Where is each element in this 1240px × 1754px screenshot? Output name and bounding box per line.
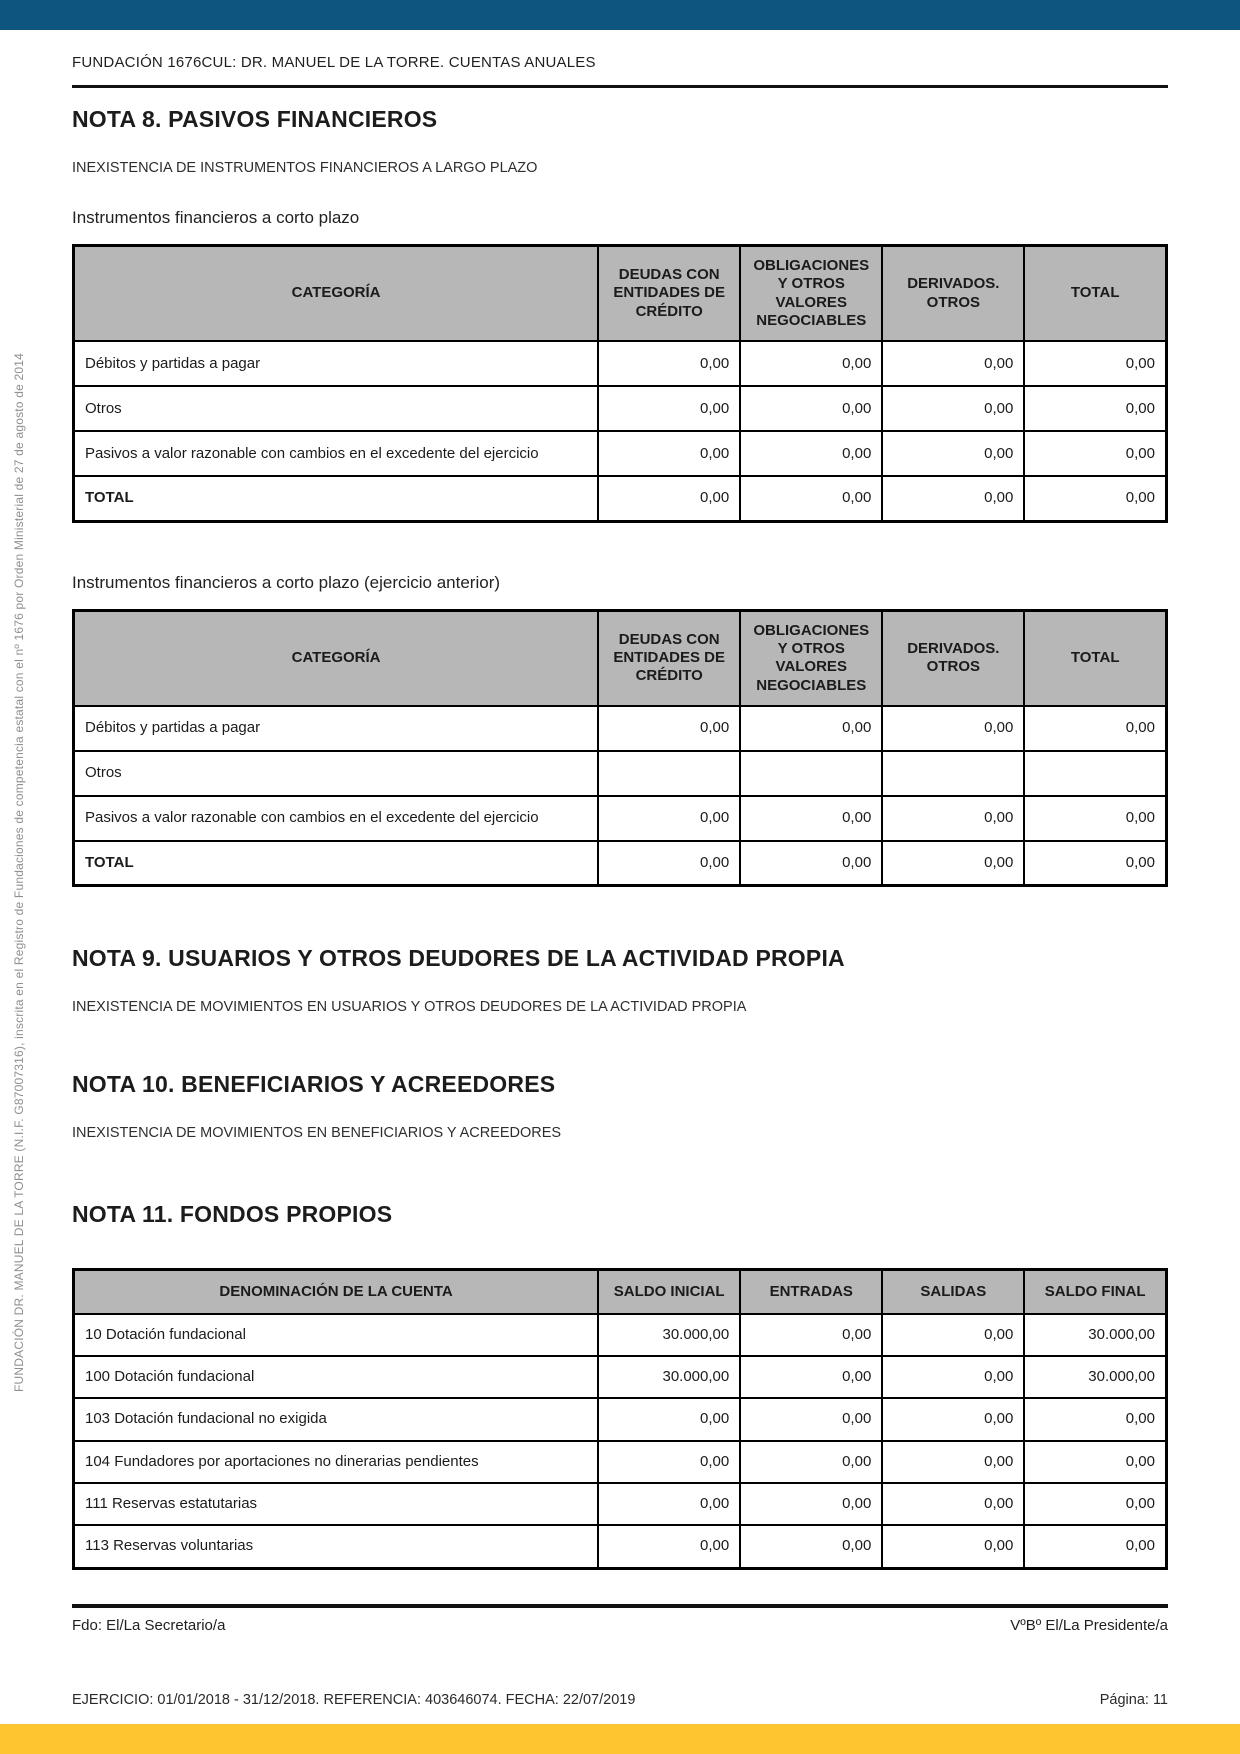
cell-value: 0,00	[740, 706, 882, 751]
table-total-row	[74, 476, 1167, 521]
document-header-title: FUNDACIÓN 1676CUL: DR. MANUEL DE LA TORRE. CUENTAS ANUALES	[72, 54, 596, 71]
table-row	[74, 1356, 1167, 1398]
cell-value: 0,00	[740, 796, 882, 841]
page-content	[0, 30, 1240, 1634]
table-row	[74, 341, 1167, 386]
cell-value: 0,00	[740, 431, 882, 476]
row-label: 100 Dotación fundacional	[74, 1356, 599, 1398]
cell-value: 0,00	[740, 1483, 882, 1525]
cell-value: 0,00	[740, 1398, 882, 1440]
footer-exercise-info: EJERCICIO: 01/01/2018 - 31/12/2018. REFERENCIA: 403646074. FECHA: 22/07/2019	[72, 1692, 636, 1708]
cell-value: 0,00	[598, 1398, 740, 1440]
table-row	[74, 1525, 1167, 1568]
cell-empty-shaded	[1024, 751, 1166, 796]
cell-value: 0,00	[882, 341, 1024, 386]
cell-value: 0,00	[1024, 1441, 1166, 1483]
cell-value: 0,00	[1024, 1483, 1166, 1525]
nota11-title: NOTA 11. FONDOS PROPIOS	[72, 1201, 393, 1228]
cell-value: 0,00	[598, 341, 740, 386]
table-row	[74, 751, 1167, 796]
nota8-title: NOTA 8. PASIVOS FINANCIEROS	[72, 106, 438, 132]
cell-value: 30.000,00	[598, 1356, 740, 1398]
col-header-derivados: DERIVADOS. OTROS	[882, 246, 1024, 342]
table-total-row	[74, 841, 1167, 886]
cell-empty-shaded	[740, 751, 882, 796]
cell-value: 0,00	[882, 706, 1024, 751]
cell-value: 0,00	[740, 386, 882, 431]
table-row	[74, 796, 1167, 841]
row-label: 113 Reservas voluntarias	[74, 1525, 599, 1568]
row-label: 111 Reservas estatutarias	[74, 1483, 599, 1525]
nota10-title: NOTA 10. BENEFICIARIOS Y ACREEDORES	[72, 1071, 556, 1098]
row-label: Débitos y partidas a pagar	[74, 706, 599, 751]
footer-rule	[72, 1604, 1168, 1608]
col-header-obligaciones: OBLIGACIONES Y OTROS VALORES NEGOCIABLES	[740, 610, 882, 706]
total-label: TOTAL	[74, 841, 599, 886]
col-header-total: TOTAL	[1024, 610, 1166, 706]
cell-value: 0,00	[1024, 796, 1166, 841]
col-header-saldo-final: SALDO FINAL	[1024, 1270, 1166, 1314]
cell-value: 0,00	[740, 1441, 882, 1483]
total-label: TOTAL	[74, 476, 599, 521]
fondos-propios-table	[72, 1268, 1168, 1569]
row-label: Pasivos a valor razonable con cambios en el excedente del ejercicio	[74, 796, 599, 841]
cell-value: 0,00	[882, 431, 1024, 476]
cell-value: 0,00	[740, 841, 882, 886]
cell-value: 0,00	[740, 341, 882, 386]
col-header-total: TOTAL	[1024, 246, 1166, 342]
cell-value: 0,00	[598, 706, 740, 751]
signature-president: VºBº El/La Presidente/a	[1010, 1616, 1168, 1634]
row-label: 10 Dotación fundacional	[74, 1314, 599, 1356]
table-row	[74, 1483, 1167, 1525]
cell-value: 0,00	[740, 1356, 882, 1398]
nota9-title: NOTA 9. USUARIOS Y OTROS DEUDORES DE LA ACTIVIDAD PROPIA	[72, 945, 845, 972]
cell-value: 0,00	[598, 1483, 740, 1525]
cell-value: 0,00	[740, 476, 882, 521]
cell-value: 0,00	[882, 841, 1024, 886]
row-label: 104 Fundadores por aportaciones no dinerarias pendientes	[74, 1441, 599, 1483]
cell-value: 0,00	[1024, 341, 1166, 386]
cell-value: 0,00	[882, 1314, 1024, 1356]
cell-value: 0,00	[1024, 1525, 1166, 1568]
col-header-salidas: SALIDAS	[882, 1270, 1024, 1314]
cell-value: 0,00	[882, 1525, 1024, 1568]
cell-value: 0,00	[1024, 431, 1166, 476]
fin-table-current	[72, 244, 1168, 523]
cell-value: 0,00	[1024, 476, 1166, 521]
top-blue-bar	[0, 0, 1240, 30]
table-row	[74, 1398, 1167, 1440]
nota9-note: INEXISTENCIA DE MOVIMIENTOS EN USUARIOS Y OTROS DEUDORES DE LA ACTIVIDAD PROPIA	[72, 999, 747, 1016]
fin-current-subtitle: Instrumentos financieros a corto plazo	[72, 208, 360, 227]
cell-empty-shaded	[598, 751, 740, 796]
side-registration-text: FUNDACIÓN DR. MANUEL DE LA TORRE (N.I.F. G87007316), inscrita en el Registro de Fundaciones de competencia estatal con el nº 1676 por Orden Ministerial de 27 de agosto de 2014	[12, 353, 26, 1392]
cell-value: 0,00	[598, 841, 740, 886]
cell-value: 0,00	[882, 1398, 1024, 1440]
col-header-deudas: DEUDAS CON ENTIDADES DE CRÉDITO	[598, 246, 740, 342]
table-row	[74, 1441, 1167, 1483]
cell-value: 0,00	[598, 431, 740, 476]
cell-value: 0,00	[882, 476, 1024, 521]
cell-value: 0,00	[1024, 706, 1166, 751]
row-label: Otros	[74, 751, 599, 796]
cell-value: 30.000,00	[1024, 1314, 1166, 1356]
table-row	[74, 706, 1167, 751]
cell-value: 0,00	[882, 796, 1024, 841]
cell-value: 30.000,00	[1024, 1356, 1166, 1398]
cell-value: 0,00	[598, 386, 740, 431]
table-header-row	[74, 610, 1167, 706]
col-header-categoria: CATEGORÍA	[74, 610, 599, 706]
table-row	[74, 386, 1167, 431]
col-header-denominacion: DENOMINACIÓN DE LA CUENTA	[74, 1270, 599, 1314]
col-header-categoria: CATEGORÍA	[74, 246, 599, 342]
cell-value: 0,00	[1024, 1398, 1166, 1440]
row-label: Otros	[74, 386, 599, 431]
footer-page-number: Página: 11	[1099, 1692, 1168, 1708]
table-row	[74, 431, 1167, 476]
col-header-derivados: DERIVADOS. OTROS	[882, 610, 1024, 706]
cell-value: 0,00	[740, 1314, 882, 1356]
col-header-entradas: ENTRADAS	[740, 1270, 882, 1314]
footer-info-row	[72, 1692, 1168, 1708]
signature-row	[72, 1617, 1168, 1634]
row-label: Débitos y partidas a pagar	[74, 341, 599, 386]
nota10-note: INEXISTENCIA DE MOVIMIENTOS EN BENEFICIARIOS Y ACREEDORES	[72, 1125, 562, 1142]
signature-secretary: Fdo: El/La Secretario/a	[72, 1616, 226, 1634]
cell-value: 0,00	[882, 1356, 1024, 1398]
cell-value: 0,00	[1024, 841, 1166, 886]
cell-value: 0,00	[598, 476, 740, 521]
fin-previous-subtitle: Instrumentos financieros a corto plazo (ejercicio anterior)	[72, 572, 501, 592]
row-label: 103 Dotación fundacional no exigida	[74, 1398, 599, 1440]
col-header-obligaciones: OBLIGACIONES Y OTROS VALORES NEGOCIABLES	[740, 246, 882, 342]
cell-value: 0,00	[882, 386, 1024, 431]
bottom-yellow-bar	[0, 1724, 1240, 1754]
cell-empty-shaded	[882, 751, 1024, 796]
row-label: Pasivos a valor razonable con cambios en el excedente del ejercicio	[74, 431, 599, 476]
col-header-saldo-inicial: SALDO INICIAL	[598, 1270, 740, 1314]
fin-table-previous	[72, 609, 1168, 888]
cell-value: 0,00	[882, 1483, 1024, 1525]
table-header-row	[74, 246, 1167, 342]
table-header-row	[74, 1270, 1167, 1314]
cell-value: 0,00	[598, 1441, 740, 1483]
cell-value: 0,00	[598, 1525, 740, 1568]
cell-value: 30.000,00	[598, 1314, 740, 1356]
header-rule	[72, 85, 1168, 88]
cell-value: 0,00	[598, 796, 740, 841]
col-header-deudas: DEUDAS CON ENTIDADES DE CRÉDITO	[598, 610, 740, 706]
cell-value: 0,00	[882, 1441, 1024, 1483]
nota8-note: INEXISTENCIA DE INSTRUMENTOS FINANCIEROS A LARGO PLAZO	[72, 160, 538, 176]
cell-value: 0,00	[1024, 386, 1166, 431]
cell-value: 0,00	[740, 1525, 882, 1568]
table-row	[74, 1314, 1167, 1356]
